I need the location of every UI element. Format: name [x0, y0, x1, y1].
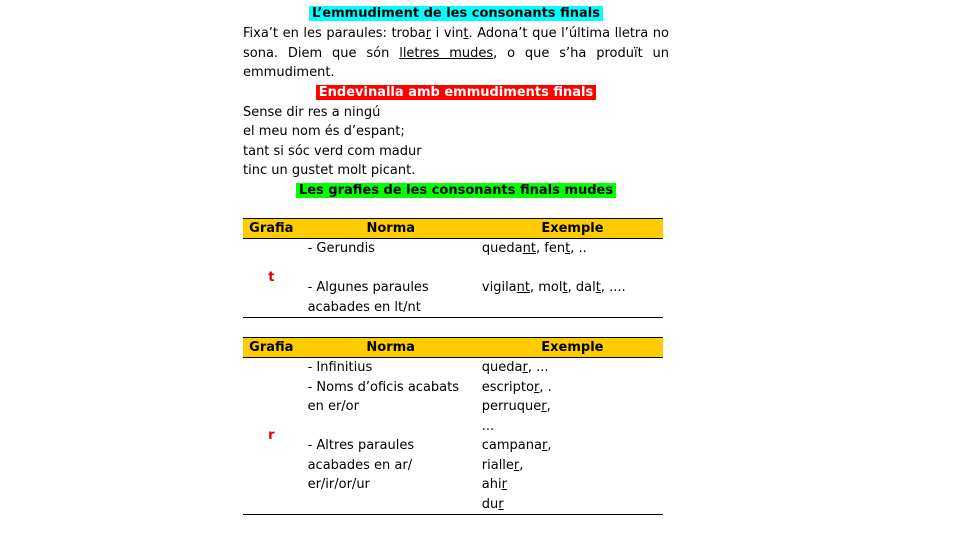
norma-line: acabades en lt/nt [307, 299, 421, 315]
poem-line: Sense dir res a ningú [243, 104, 381, 120]
table-header-row [243, 219, 663, 239]
word-trobar: troba [391, 26, 426, 41]
exemple-line [482, 397, 663, 417]
norma-line: acabades en ar/ [307, 457, 413, 473]
exemple-text: , dal [567, 280, 596, 295]
exemple-line [482, 456, 663, 476]
mute-letter: t [530, 241, 536, 256]
mute-letter: r [541, 438, 548, 453]
exemple-line [482, 278, 663, 298]
norma-cell [300, 239, 482, 318]
exemple-text: , [547, 438, 552, 453]
exemple-line [482, 417, 663, 437]
exemple-text: escripto [481, 379, 534, 395]
norma-line: - Infinitius [307, 360, 373, 375]
header-grafia: Grafia [243, 219, 300, 239]
exemple-line [482, 358, 663, 378]
exemple-text: vigila [481, 280, 517, 295]
exemple-text: campana [481, 438, 542, 453]
section-title-grafies [243, 181, 669, 201]
intro-paragraph [243, 24, 669, 83]
exemple-text: du [481, 496, 499, 512]
word-vint-mute-letter: t [463, 26, 469, 41]
exemple-text: , . [539, 379, 552, 395]
title-highlight: L’emmudiment de les consonants finals [309, 6, 603, 21]
mute-letter: r [513, 457, 520, 473]
mute-letter: t [565, 241, 571, 256]
norma-line: - Altres paraules [307, 438, 415, 453]
intro-text: i vin [431, 26, 464, 41]
section-title-emmudiment [243, 4, 669, 24]
intro-text: , o que s’ha produït un emmudiment. [243, 45, 669, 80]
exemple-text: perruque [481, 399, 542, 414]
mute-letter: r [522, 360, 528, 375]
exemple-text: , [519, 457, 524, 473]
exemple-list [482, 358, 663, 514]
grafia-letter: r [243, 358, 300, 515]
exemple-text: , .. [570, 241, 587, 256]
exemple-list [482, 239, 663, 317]
exemple-line [482, 298, 663, 318]
table-header-row [243, 338, 663, 358]
title-highlight: Les grafies de les consonants finals mudes [296, 183, 616, 198]
table-grafia-r [243, 337, 663, 515]
norma-line [308, 417, 482, 437]
exemple-text: , [546, 399, 551, 414]
table-row [243, 239, 663, 318]
mute-letter: r [541, 399, 547, 414]
mute-letter: t [595, 280, 601, 295]
mute-letter: n [522, 241, 531, 256]
exemple-line [482, 378, 663, 398]
exemple-line [482, 475, 663, 495]
exemple-line [482, 495, 663, 515]
norma-line: er/ir/or/ur [307, 477, 370, 492]
mute-letter: nt [516, 280, 530, 295]
poem-line: tinc un gustet molt picant. [243, 163, 416, 178]
title-highlight: Endevinalla amb emmudiments finals [316, 85, 596, 100]
exemple-text: queda [481, 241, 523, 256]
norma-line: - Algunes paraules [307, 280, 429, 295]
exemple-text: , .... [600, 280, 626, 295]
exemple-line [482, 239, 663, 259]
norma-line: - Noms d’oficis acabats [307, 379, 460, 395]
norma-cell [300, 358, 482, 515]
exemple-cell [482, 358, 663, 515]
header-exemple: Exemple [482, 338, 663, 358]
exemple-text: ahi [481, 477, 502, 492]
exemple-text: , ... [527, 360, 549, 375]
norma-line: - Gerundis [307, 241, 375, 256]
term-lletres-mudes: lletres mudes [399, 45, 494, 61]
intro-text: Fixa’t en les paraules: [243, 26, 392, 41]
header-grafia: Grafia [243, 338, 300, 358]
mute-letter: t [562, 280, 568, 295]
header-norma: Norma [300, 219, 482, 239]
poem-line: el meu nom és d’espant; [243, 124, 405, 139]
riddle-poem [243, 103, 669, 181]
exemple-line [482, 259, 663, 279]
table-row [243, 358, 663, 515]
document [243, 4, 669, 201]
header-exemple: Exemple [482, 219, 663, 239]
word-trobar-mute-letter: r [425, 26, 432, 41]
section-title-endevinalla [243, 83, 669, 103]
table-grafia-t [243, 218, 663, 318]
intro-text: . Adona’t que l’última lletra no sona. Diem que són [243, 26, 669, 61]
mute-letter: r [501, 477, 507, 492]
exemple-text: rialle [481, 457, 514, 473]
grafia-letter: t [243, 239, 300, 318]
exemple-text: ... [481, 418, 495, 434]
exemple-text: , mol [530, 280, 563, 295]
exemple-cell [482, 239, 663, 318]
norma-line [308, 495, 482, 515]
exemple-text: queda [481, 360, 523, 375]
header-norma: Norma [300, 338, 482, 358]
mute-letter: r [533, 379, 540, 395]
poem-line: tant si sóc verd com madur [243, 143, 422, 159]
norma-line [308, 259, 482, 279]
exemple-line [482, 436, 663, 456]
mute-letter: r [498, 496, 504, 512]
exemple-text: , fen [535, 241, 566, 256]
norma-line: en er/or [307, 399, 359, 414]
